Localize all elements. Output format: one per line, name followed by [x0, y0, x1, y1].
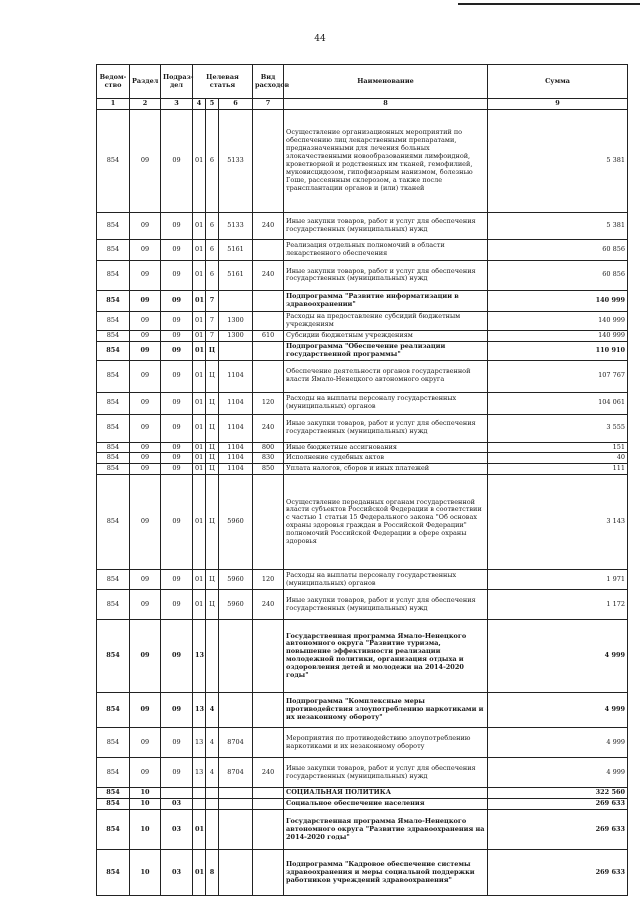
cell-sum: 60 856: [488, 260, 628, 290]
cell-target-program: 01: [193, 360, 206, 392]
cell-target-direction: [219, 810, 253, 850]
cell-target-program: 01: [193, 239, 206, 260]
cell-razdel: 09: [130, 693, 161, 728]
cell-target-direction: 1104: [219, 392, 253, 414]
cell-name: Субсидии бюджетным учреждениям: [284, 330, 488, 341]
cell-sum: 269 633: [488, 799, 628, 810]
cell-podrazdel: 09: [161, 570, 193, 590]
cell-name: Расходы на выплаты персоналу государственных (муниципальных) органов: [284, 570, 488, 590]
cell-name: Иные закупки товаров, работ и услуг для обеспечения государственных (муниципальных) нужд: [284, 212, 488, 239]
cell-razdel: 10: [130, 788, 161, 799]
cell-expense-type: [253, 360, 284, 392]
header-summa: Сумма: [488, 65, 628, 99]
cell-target-direction: 5960: [219, 570, 253, 590]
cell-razdel: 09: [130, 590, 161, 620]
header-vedomstvo: Ведом-ство: [97, 65, 130, 99]
cell-vedomstvo: 854: [97, 810, 130, 850]
cell-vedomstvo: 854: [97, 758, 130, 788]
cell-expense-type: 240: [253, 414, 284, 442]
table-row: [97, 414, 628, 442]
col-number: 2: [130, 99, 161, 110]
cell-target-direction: 1300: [219, 311, 253, 330]
cell-name: Подпрограмма "Кадровое обеспечение системы здравоохранения и меры социальной поддержки работников учреждений здравоохранения": [284, 850, 488, 896]
cell-target-program: 01: [193, 341, 206, 360]
cell-podrazdel: 09: [161, 392, 193, 414]
cell-sum: 60 856: [488, 239, 628, 260]
cell-expense-type: [253, 109, 284, 212]
cell-podrazdel: 09: [161, 290, 193, 311]
table-row: [97, 260, 628, 290]
cell-razdel: 10: [130, 810, 161, 850]
table-row: [97, 109, 628, 212]
cell-vedomstvo: 854: [97, 788, 130, 799]
cell-name: Социальное обеспечение населения: [284, 799, 488, 810]
col-number: 5: [206, 99, 219, 110]
cell-podrazdel: 03: [161, 850, 193, 896]
cell-target-direction: 1104: [219, 414, 253, 442]
cell-razdel: 09: [130, 475, 161, 570]
col-number: 7: [253, 99, 284, 110]
cell-target-subprogram: Ц: [206, 590, 219, 620]
cell-vedomstvo: 854: [97, 414, 130, 442]
table-row: [97, 788, 628, 799]
cell-target-subprogram: 6: [206, 212, 219, 239]
cell-name: Расходы на предоставление субсидий бюджетным учреждениям: [284, 311, 488, 330]
cell-target-subprogram: 4: [206, 758, 219, 788]
cell-podrazdel: 09: [161, 341, 193, 360]
col-number: 1: [97, 99, 130, 110]
cell-target-subprogram: Ц: [206, 341, 219, 360]
col-number: 8: [284, 99, 488, 110]
cell-sum: 140 999: [488, 290, 628, 311]
cell-target-program: 01: [193, 464, 206, 475]
header-naimenovanie: Наименование: [284, 65, 488, 99]
cell-name: СОЦИАЛЬНАЯ ПОЛИТИКА: [284, 788, 488, 799]
cell-target-direction: 1300: [219, 330, 253, 341]
cell-name: Государственная программа Ямало-Ненецкого автономного округа "Развитие туризма, повышение эффективности реализации молодежной политики, организация отдыха и оздоровления детей и молодежи на 2014-2020 годы": [284, 620, 488, 693]
cell-target-subprogram: 4: [206, 728, 219, 758]
cell-target-program: 13: [193, 728, 206, 758]
cell-expense-type: 610: [253, 330, 284, 341]
cell-target-direction: [219, 850, 253, 896]
table-row: [97, 728, 628, 758]
cell-name: Мероприятия по противодействию злоупотреблению наркотиками и их незаконному обороту: [284, 728, 488, 758]
cell-razdel: 09: [130, 414, 161, 442]
cell-name: Государственная программа Ямало-Ненецкого автономного округа "Развитие здравоохранения на 2014-2020 годы": [284, 810, 488, 850]
cell-expense-type: [253, 620, 284, 693]
cell-target-program: 13: [193, 758, 206, 788]
cell-target-subprogram: Ц: [206, 570, 219, 590]
cell-razdel: 09: [130, 620, 161, 693]
cell-target-subprogram: Ц: [206, 414, 219, 442]
cell-expense-type: 120: [253, 392, 284, 414]
cell-target-direction: [219, 620, 253, 693]
cell-target-program: 01: [193, 311, 206, 330]
cell-razdel: 09: [130, 109, 161, 212]
cell-target-subprogram: Ц: [206, 464, 219, 475]
cell-target-program: [193, 799, 206, 810]
cell-podrazdel: 09: [161, 475, 193, 570]
cell-target-program: [193, 788, 206, 799]
cell-podrazdel: 09: [161, 693, 193, 728]
table-row: [97, 475, 628, 570]
table-body: [97, 109, 628, 895]
cell-target-subprogram: 7: [206, 330, 219, 341]
cell-razdel: 09: [130, 290, 161, 311]
cell-razdel: 09: [130, 464, 161, 475]
cell-razdel: 09: [130, 239, 161, 260]
cell-sum: 110 910: [488, 341, 628, 360]
col-number: 6: [219, 99, 253, 110]
cell-razdel: 09: [130, 311, 161, 330]
cell-name: Иные закупки товаров, работ и услуг для обеспечения государственных (муниципальных) нужд: [284, 414, 488, 442]
cell-razdel: 09: [130, 360, 161, 392]
cell-target-program: 01: [193, 392, 206, 414]
table-row: [97, 392, 628, 414]
cell-target-subprogram: [206, 810, 219, 850]
table-row: [97, 758, 628, 788]
table-row: [97, 590, 628, 620]
cell-vedomstvo: 854: [97, 464, 130, 475]
cell-sum: 140 999: [488, 330, 628, 341]
cell-name: Подпрограмма "Развитие информатизации в здравоохранении": [284, 290, 488, 311]
col-number: 3: [161, 99, 193, 110]
cell-target-subprogram: 7: [206, 290, 219, 311]
cell-sum: 140 999: [488, 311, 628, 330]
cell-target-subprogram: [206, 620, 219, 693]
cell-target-program: 01: [193, 850, 206, 896]
top-border-line: [458, 3, 640, 5]
cell-expense-type: 240: [253, 212, 284, 239]
cell-expense-type: [253, 693, 284, 728]
cell-expense-type: [253, 799, 284, 810]
cell-vedomstvo: 854: [97, 453, 130, 464]
cell-sum: 40: [488, 453, 628, 464]
cell-target-program: 01: [193, 590, 206, 620]
cell-target-direction: [219, 799, 253, 810]
cell-razdel: 09: [130, 392, 161, 414]
cell-expense-type: [253, 311, 284, 330]
cell-podrazdel: 09: [161, 590, 193, 620]
cell-target-direction: 8704: [219, 758, 253, 788]
cell-expense-type: [253, 850, 284, 896]
cell-target-subprogram: 6: [206, 239, 219, 260]
cell-podrazdel: 09: [161, 442, 193, 453]
header-tselevaya-statya: Целевая статья: [193, 65, 253, 99]
cell-target-program: 01: [193, 475, 206, 570]
cell-target-direction: [219, 693, 253, 728]
cell-target-program: 01: [193, 442, 206, 453]
cell-expense-type: 830: [253, 453, 284, 464]
cell-razdel: 09: [130, 758, 161, 788]
cell-expense-type: 850: [253, 464, 284, 475]
cell-expense-type: [253, 788, 284, 799]
col-number: 4: [193, 99, 206, 110]
cell-target-subprogram: Ц: [206, 475, 219, 570]
cell-vedomstvo: 854: [97, 212, 130, 239]
cell-podrazdel: 09: [161, 453, 193, 464]
page-number: 44: [314, 34, 326, 44]
cell-podrazdel: 09: [161, 728, 193, 758]
cell-podrazdel: 09: [161, 360, 193, 392]
cell-name: Обеспечение деятельности органов государственной власти Ямало-Ненецкого автономного округа: [284, 360, 488, 392]
cell-expense-type: 800: [253, 442, 284, 453]
cell-vedomstvo: 854: [97, 109, 130, 212]
cell-vedomstvo: 854: [97, 799, 130, 810]
cell-target-direction: 5960: [219, 475, 253, 570]
cell-target-subprogram: Ц: [206, 453, 219, 464]
cell-podrazdel: 09: [161, 109, 193, 212]
cell-sum: 4 999: [488, 758, 628, 788]
cell-vedomstvo: 854: [97, 290, 130, 311]
cell-podrazdel: 09: [161, 212, 193, 239]
cell-razdel: 09: [130, 453, 161, 464]
cell-vedomstvo: 854: [97, 442, 130, 453]
cell-target-direction: [219, 341, 253, 360]
cell-sum: 3 143: [488, 475, 628, 570]
cell-target-subprogram: Ц: [206, 442, 219, 453]
table-row: [97, 212, 628, 239]
cell-target-program: 01: [193, 453, 206, 464]
cell-sum: 151: [488, 442, 628, 453]
cell-vedomstvo: 854: [97, 590, 130, 620]
cell-name: Подпрограмма "Комплексные меры противодействия злоупотреблению наркотиками и их незаконному обороту": [284, 693, 488, 728]
cell-name: Осуществление организационных мероприятий по обеспечению лиц лекарственными препаратами, предназначенными для лечения больных злокачественными новообразованиями лимфоидной, кроветворной и родственных им тканей, гемофилией, муковисцидозом, гипофизарным нанизмом, болезнью Гоше, рассеянным склерозом, а также после трансплантации органов и (или) тканей: [284, 109, 488, 212]
cell-vedomstvo: 854: [97, 311, 130, 330]
cell-podrazdel: 09: [161, 464, 193, 475]
cell-podrazdel: 09: [161, 260, 193, 290]
cell-target-direction: 1104: [219, 453, 253, 464]
cell-razdel: 09: [130, 330, 161, 341]
cell-name: Расходы на выплаты персоналу государственных (муниципальных) органов: [284, 392, 488, 414]
table-row: [97, 360, 628, 392]
cell-sum: 3 555: [488, 414, 628, 442]
cell-target-subprogram: Ц: [206, 392, 219, 414]
cell-name: Осуществление переданных органам государственной власти субъектов Российской Федерации в соответствии с частью 1 статьи 15 Федерального закона "Об основах охраны здоровья граждан в Российской Федерации" полномочий Российской Федерации в сфере охраны здоровья: [284, 475, 488, 570]
cell-podrazdel: 09: [161, 330, 193, 341]
cell-sum: 111: [488, 464, 628, 475]
cell-razdel: 10: [130, 850, 161, 896]
cell-razdel: 10: [130, 799, 161, 810]
cell-target-program: 01: [193, 109, 206, 212]
table-row: [97, 570, 628, 590]
cell-target-program: 01: [193, 414, 206, 442]
cell-sum: 5 381: [488, 109, 628, 212]
cell-expense-type: [253, 290, 284, 311]
table-row: [97, 620, 628, 693]
cell-vedomstvo: 854: [97, 728, 130, 758]
cell-name: Иные закупки товаров, работ и услуг для обеспечения государственных (муниципальных) нужд: [284, 260, 488, 290]
cell-vedomstvo: 854: [97, 360, 130, 392]
cell-sum: 269 633: [488, 850, 628, 896]
cell-expense-type: 240: [253, 758, 284, 788]
cell-vedomstvo: 854: [97, 620, 130, 693]
table-row: [97, 453, 628, 464]
cell-sum: 322 560: [488, 788, 628, 799]
cell-sum: 4 999: [488, 728, 628, 758]
cell-sum: 1 172: [488, 590, 628, 620]
cell-expense-type: [253, 341, 284, 360]
col-number: 9: [488, 99, 628, 110]
cell-target-program: 01: [193, 212, 206, 239]
cell-name: Иные закупки товаров, работ и услуг для обеспечения государственных (муниципальных) нужд: [284, 758, 488, 788]
cell-target-direction: [219, 290, 253, 311]
cell-target-direction: 5133: [219, 212, 253, 239]
cell-expense-type: [253, 810, 284, 850]
table-row: [97, 464, 628, 475]
cell-target-direction: 5161: [219, 260, 253, 290]
cell-target-subprogram: 7: [206, 311, 219, 330]
cell-razdel: 09: [130, 212, 161, 239]
table-row: [97, 810, 628, 850]
cell-expense-type: 240: [253, 590, 284, 620]
cell-podrazdel: 09: [161, 758, 193, 788]
cell-target-direction: 8704: [219, 728, 253, 758]
cell-name: Уплата налогов, сборов и иных платежей: [284, 464, 488, 475]
cell-target-direction: 1104: [219, 360, 253, 392]
cell-target-program: 13: [193, 693, 206, 728]
cell-target-program: 01: [193, 330, 206, 341]
table-row: [97, 239, 628, 260]
cell-sum: 104 061: [488, 392, 628, 414]
cell-target-program: 01: [193, 570, 206, 590]
cell-name: Исполнение судебных актов: [284, 453, 488, 464]
header-razdel: Раздел: [130, 65, 161, 99]
cell-razdel: 09: [130, 570, 161, 590]
cell-target-subprogram: [206, 788, 219, 799]
cell-sum: 269 633: [488, 810, 628, 850]
cell-target-subprogram: 4: [206, 693, 219, 728]
cell-target-subprogram: [206, 799, 219, 810]
cell-expense-type: [253, 239, 284, 260]
table-row: [97, 850, 628, 896]
cell-vedomstvo: 854: [97, 341, 130, 360]
cell-target-direction: 5960: [219, 590, 253, 620]
cell-vedomstvo: 854: [97, 260, 130, 290]
cell-sum: 4 999: [488, 620, 628, 693]
cell-razdel: 09: [130, 341, 161, 360]
cell-podrazdel: 03: [161, 810, 193, 850]
cell-sum: 1 971: [488, 570, 628, 590]
column-number-row: [97, 99, 628, 110]
cell-expense-type: 240: [253, 260, 284, 290]
cell-target-subprogram: 6: [206, 260, 219, 290]
cell-expense-type: [253, 475, 284, 570]
cell-vedomstvo: 854: [97, 693, 130, 728]
cell-name: Иные бюджетные ассигнования: [284, 442, 488, 453]
cell-target-program: 01: [193, 260, 206, 290]
cell-podrazdel: 09: [161, 311, 193, 330]
cell-razdel: 09: [130, 442, 161, 453]
cell-target-program: 13: [193, 620, 206, 693]
cell-target-subprogram: 6: [206, 109, 219, 212]
cell-target-direction: [219, 788, 253, 799]
cell-name: Подпрограмма "Обеспечение реализации государственной программы": [284, 341, 488, 360]
cell-vedomstvo: 854: [97, 475, 130, 570]
cell-target-direction: 1104: [219, 464, 253, 475]
cell-target-direction: 5133: [219, 109, 253, 212]
cell-vedomstvo: 854: [97, 239, 130, 260]
cell-sum: 107 767: [488, 360, 628, 392]
cell-target-direction: 5161: [219, 239, 253, 260]
cell-expense-type: [253, 728, 284, 758]
cell-vedomstvo: 854: [97, 392, 130, 414]
cell-name: Иные закупки товаров, работ и услуг для обеспечения государственных (муниципальных) нужд: [284, 590, 488, 620]
table-row: [97, 290, 628, 311]
cell-podrazdel: [161, 788, 193, 799]
cell-expense-type: 120: [253, 570, 284, 590]
table-row: [97, 311, 628, 330]
table-row: [97, 442, 628, 453]
cell-podrazdel: 09: [161, 414, 193, 442]
cell-sum: 5 381: [488, 212, 628, 239]
header-podrazdel: Подраз-дел: [161, 65, 193, 99]
cell-target-direction: 1104: [219, 442, 253, 453]
table-row: [97, 799, 628, 810]
cell-target-program: 01: [193, 290, 206, 311]
table-row: [97, 341, 628, 360]
cell-vedomstvo: 854: [97, 330, 130, 341]
cell-podrazdel: 03: [161, 799, 193, 810]
cell-podrazdel: 09: [161, 620, 193, 693]
cell-razdel: 09: [130, 728, 161, 758]
cell-vedomstvo: 854: [97, 850, 130, 896]
cell-razdel: 09: [130, 260, 161, 290]
cell-name: Реализация отдельных полномочий в области лекарственного обеспечения: [284, 239, 488, 260]
cell-target-program: 01: [193, 810, 206, 850]
table-row: [97, 330, 628, 341]
cell-vedomstvo: 854: [97, 570, 130, 590]
cell-target-subprogram: 8: [206, 850, 219, 896]
cell-sum: 4 999: [488, 693, 628, 728]
header-vid-raskhodov: Вид расходов: [253, 65, 284, 99]
budget-table: [96, 64, 628, 896]
table-row: [97, 693, 628, 728]
cell-podrazdel: 09: [161, 239, 193, 260]
cell-target-subprogram: Ц: [206, 360, 219, 392]
